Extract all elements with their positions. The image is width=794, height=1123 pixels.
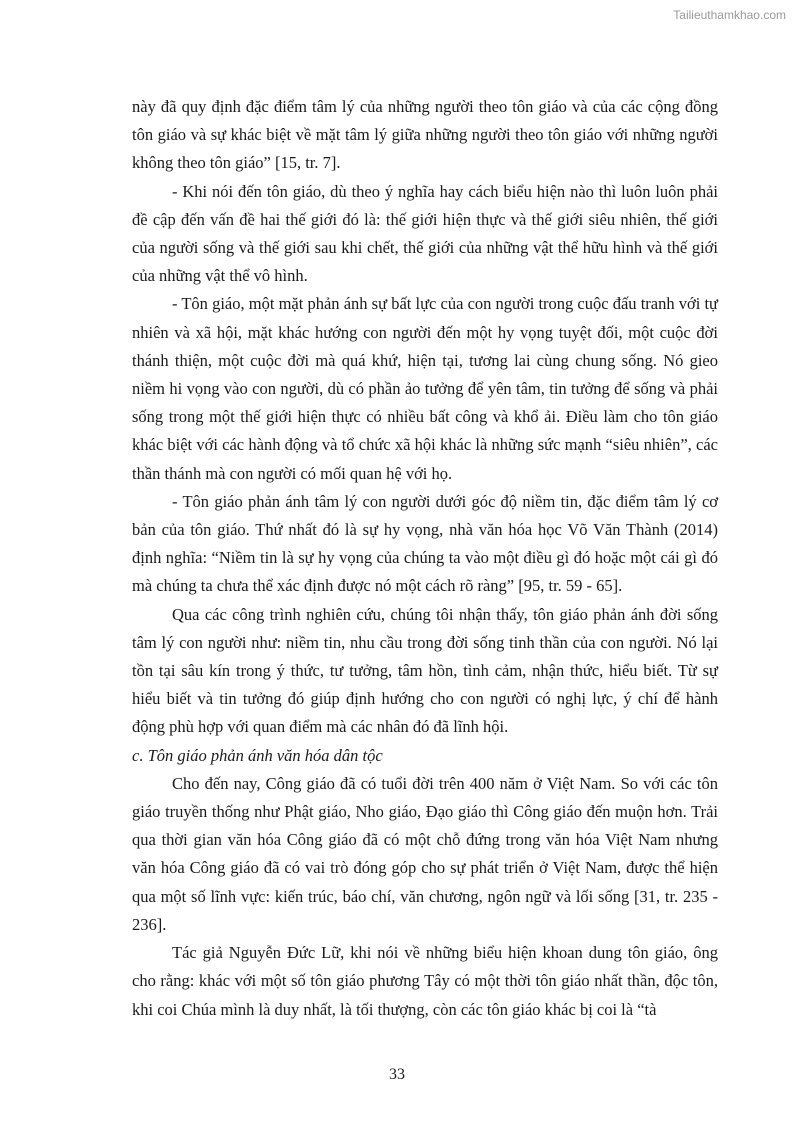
paragraph-research-summary: Qua các công trình nghiên cứu, chúng tôi nhận thấy, tôn giáo phản ánh đời sống tâm lý con người như: niềm tin, nhu cầu trong đời sống tinh thần của con người. Nó lại tồn tại sâu kín trong ý thức, tư tưởng, tâm hồn, tình cảm, nhận thức, hiểu biết. Từ sự hiểu biết và tin tưởng đó giúp định hướng cho con người có nghị lực, ý chí để hành động phù hợp với quan điểm mà các nhân đó đã lĩnh hội.	[132, 604, 718, 737]
paragraph-nguyen-duc-lu: Tác giả Nguyễn Đức Lữ, khi nói về những biểu hiện khoan dung tôn giáo, ông cho rằng: khác với một số tôn giáo phương Tây có một thời tôn giáo nhất thần, độc tôn, khi coi Chúa mình là duy nhất, là tối thượng, còn các tôn giáo khác bị coi là “tà	[132, 943, 718, 1019]
page-number: 33	[389, 1066, 405, 1083]
paragraph-religion-helplessness: - Tôn giáo, một mặt phản ánh sự bất lực của con người trong cuộc đấu tranh với tự nhiên và xã hội, mặt khác hướng con người đến một hy vọng tuyệt đối, một cuộc đời thánh thiện, một cuộc đời mà quá khứ, hiện tại, tương lai cùng chung sống. Nó gieo niềm hi vọng vào con người, dù có phần ảo tưởng để yên tâm, tin tưởng để sống và phải sống trong một thế giới hiện thực có nhiều bất công và khổ ải. Điều làm cho tôn giáo khác biệt với các hành động và tổ chức xã hội khác là những sức mạnh “siêu nhiên”, các thần thánh mà con người có mối quan hệ với họ.	[132, 294, 718, 483]
document-body	[132, 93, 718, 1024]
section-heading-c: c. Tôn giáo phản ánh văn hóa dân tộc	[132, 745, 383, 765]
paragraph-continuation: này đã quy định đặc điểm tâm lý của những người theo tôn giáo và của các cộng đồng tôn giáo và sự khác biệt về mặt tâm lý giữa những người theo tôn giáo với những người không theo tôn giáo” [15, tr. 7].	[132, 97, 718, 173]
watermark: Tailieuthamkhao.com	[673, 8, 786, 22]
paragraph-catholicism-vietnam: Cho đến nay, Công giáo đã có tuổi đời trên 400 năm ở Việt Nam. So với các tôn giáo truyền thống như Phật giáo, Nho giáo, Đạo giáo thì Công giáo đến muộn hơn. Trải qua thời gian văn hóa Công giáo đã có một chỗ đứng trong văn hóa Việt Nam nhưng văn hóa Công giáo đã có vai trò đóng góp cho sự phát triển ở Việt Nam, được thể hiện qua một số lĩnh vực: kiến trúc, báo chí, văn chương, ngôn ngữ và lối sống [31, tr. 235 - 236].	[132, 773, 718, 934]
paragraph-two-worlds: - Khi nói đến tôn giáo, dù theo ý nghĩa hay cách biểu hiện nào thì luôn luôn phải đề cập đến vấn đề hai thế giới đó là: thế giới hiện thực và thế giới siêu nhiên, thế giới của người sống và thế giới sau khi chết, thế giới của những vật thể hữu hình và thế giới của những vật thể vô hình.	[132, 181, 718, 286]
paragraph-religion-belief: - Tôn giáo phản ánh tâm lý con người dưới góc độ niềm tin, đặc điểm tâm lý cơ bản của tôn giáo. Thứ nhất đó là sự hy vọng, nhà văn hóa học Võ Văn Thành (2014) định nghĩa: “Niềm tin là sự hy vọng của chúng ta vào một điều gì đó hoặc một cái gì đó mà chúng ta chưa thể xác định được nó một cách rõ ràng” [95, tr. 59 - 65].	[132, 491, 718, 596]
